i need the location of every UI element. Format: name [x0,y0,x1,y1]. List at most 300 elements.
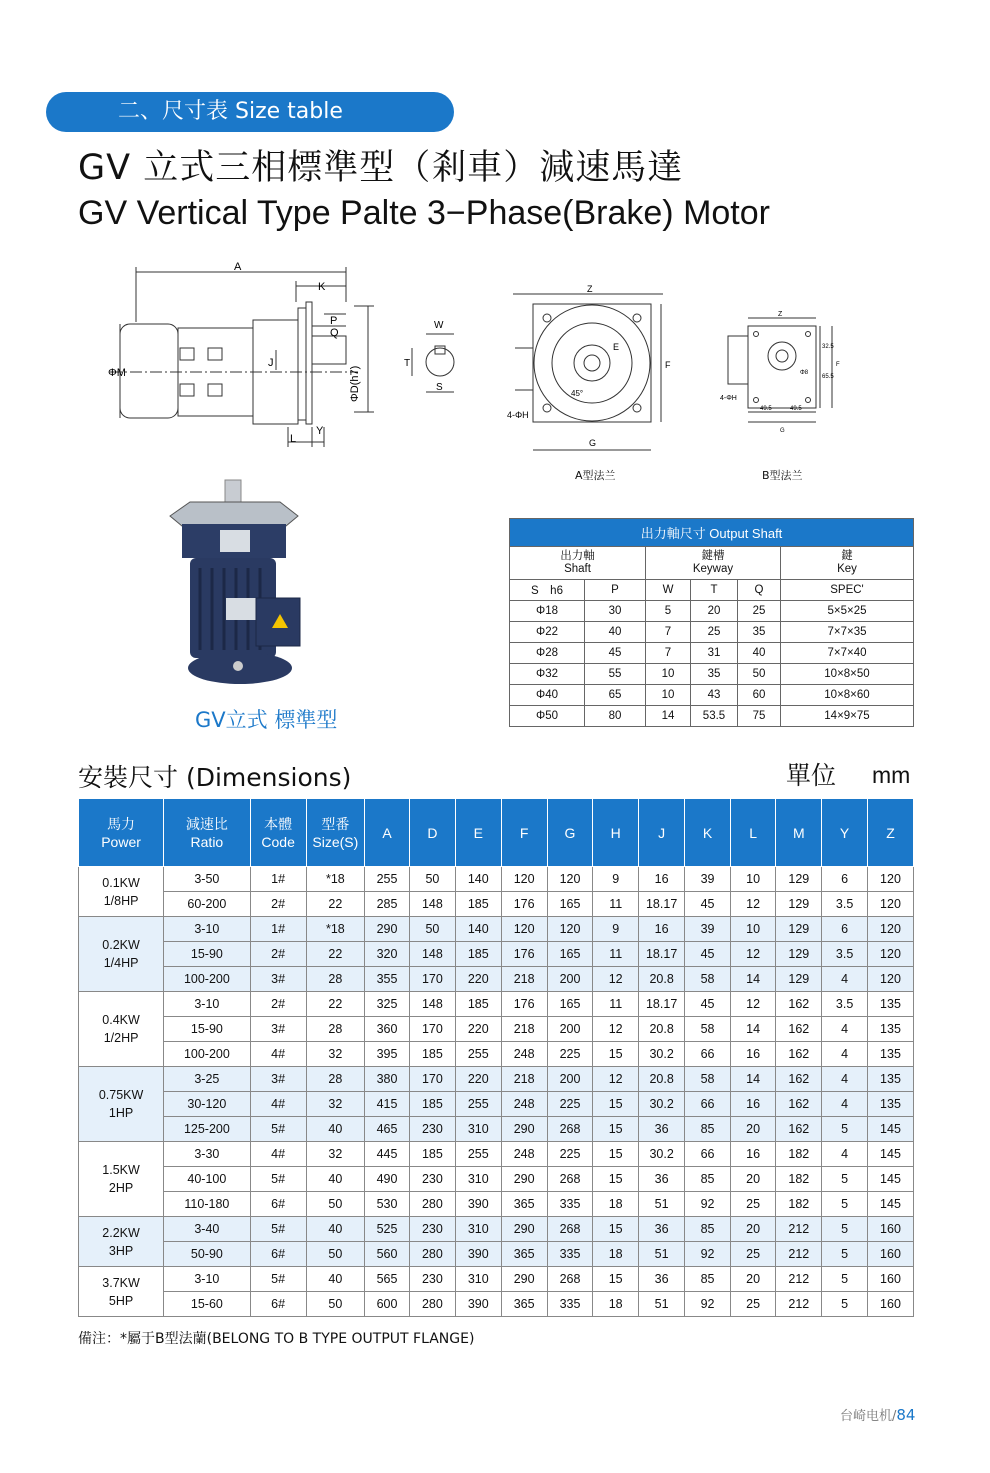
dims-cell: 176 [501,892,547,917]
dims-header: H [593,799,639,867]
dims-cell: 40 [306,1217,364,1242]
dims-cell: 280 [409,1192,455,1217]
shaft-cell: 53.5 [691,706,738,727]
dim-l-label: L [290,433,297,445]
dims-header: G [547,799,593,867]
dims-cell: 125-200 [164,1117,251,1142]
dims-cell: 160 [867,1267,913,1292]
dims-cell: 185 [409,1042,455,1067]
dims-cell: 28 [306,1067,364,1092]
dims-cell: 248 [501,1042,547,1067]
dims-cell: 290 [365,917,410,942]
motor-photo [160,478,310,698]
dims-row [79,917,914,942]
dims-header: J [638,799,684,867]
shaft-group-key: 鍵 Key [781,547,914,580]
shaft-cell: 30 [585,601,646,622]
dims-cell: 220 [455,967,501,992]
dim-d-label: ΦD(h7) [349,365,361,402]
shaft-cell: Φ32 [510,664,585,685]
dims-cell: 290 [501,1217,547,1242]
footer-brand: 台崎电机/ [840,1409,897,1424]
dims-cell: 92 [685,1242,731,1267]
dims-cell: 58 [685,1017,731,1042]
dims-cell: 135 [867,1042,913,1067]
dim-j-label: J [268,357,274,369]
dims-cell: 365 [501,1242,547,1267]
dims-cell: 395 [365,1042,410,1067]
dims-cell: 11 [593,942,639,967]
dims-row [79,1267,914,1292]
dims-cell: 160 [867,1292,913,1317]
shaft-column-headers: S h6 P W T Q SPEC' [510,580,914,601]
dims-cell: 30.2 [638,1142,684,1167]
dims-row [79,1067,914,1092]
dims-cell: 39 [685,917,731,942]
dims-cell: 390 [455,1242,501,1267]
dims-cell: 268 [547,1167,593,1192]
dims-cell: 310 [455,1267,501,1292]
dims-cell: 212 [776,1267,822,1292]
dims-cell: 58 [685,967,731,992]
dims-cell: 4 [822,1042,868,1067]
dims-cell: 530 [365,1192,410,1217]
dims-cell: 145 [867,1192,913,1217]
dims-cell: 50 [409,917,455,942]
dims-cell: 560 [365,1242,410,1267]
dims-cell: 51 [638,1292,684,1317]
dims-cell: 15-60 [164,1292,251,1317]
dims-header: A [365,799,410,867]
dims-cell: 310 [455,1167,501,1192]
dims-cell: 16 [730,1042,776,1067]
dims-cell: 135 [867,992,913,1017]
dims-cell: 220 [455,1067,501,1092]
shaft-cell: 7×7×35 [781,622,914,643]
dims-cell: 6# [250,1242,306,1267]
dims-cell: 325 [365,992,410,1017]
dims-cell: 390 [455,1192,501,1217]
dims-cell: 120 [867,967,913,992]
dims-cell: 15-90 [164,1017,251,1042]
dims-cell: 165 [547,892,593,917]
dims-cell: 12 [730,892,776,917]
dims-cell: 20 [730,1267,776,1292]
dims-cell: 225 [547,1092,593,1117]
dims-cell: 255 [365,867,410,892]
dims-header: F [501,799,547,867]
dims-cell: 36 [638,1217,684,1242]
flange-a-e-label: E [613,342,620,352]
dims-cell: 212 [776,1242,822,1267]
dims-cell: 85 [685,1267,731,1292]
shaft-cell: Φ22 [510,622,585,643]
dims-cell: 15 [593,1267,639,1292]
shaft-group-keyway: 鍵槽 Keyway [646,547,781,580]
dims-cell: *18 [306,867,364,892]
dims-cell: 18 [593,1242,639,1267]
dims-cell: 129 [776,942,822,967]
dims-row [79,892,914,917]
dims-row [79,867,914,892]
dims-cell: 16 [638,867,684,892]
dims-cell: 129 [776,892,822,917]
dims-row [79,1092,914,1117]
dims-cell: 248 [501,1142,547,1167]
dims-cell: 18 [593,1192,639,1217]
dims-cell: 255 [455,1042,501,1067]
dims-cell: 14 [730,1067,776,1092]
dims-cell: 218 [501,1017,547,1042]
dims-cell: 218 [501,1067,547,1092]
dims-cell: 160 [867,1242,913,1267]
shaft-cell: 7 [646,643,691,664]
dims-cell: 415 [365,1092,410,1117]
shaft-cell: 80 [585,706,646,727]
power-cell: 0.4KW 1/2HP [79,992,164,1067]
dims-cell: 360 [365,1017,410,1042]
dims-cell: 50 [306,1292,364,1317]
dims-cell: 290 [501,1167,547,1192]
dims-cell: 25 [730,1242,776,1267]
shaft-row [510,685,914,706]
dims-cell: 285 [365,892,410,917]
shaft-cell: 10×8×60 [781,685,914,706]
dims-cell: 40 [306,1267,364,1292]
shaft-cell: 45 [585,643,646,664]
dims-cell: 225 [547,1042,593,1067]
dims-cell: 4 [822,1142,868,1167]
dims-cell: 365 [501,1192,547,1217]
dims-cell: 30.2 [638,1092,684,1117]
dims-cell: 5 [822,1292,868,1317]
dims-header: 減速比 Ratio [164,799,251,867]
dims-cell: 40 [306,1117,364,1142]
dims-cell: 268 [547,1217,593,1242]
dims-cell: 36 [638,1267,684,1292]
dims-cell: 28 [306,967,364,992]
dims-cell: 110-180 [164,1192,251,1217]
page-number: 84 [896,1406,916,1424]
dims-cell: 66 [685,1092,731,1117]
shaft-cell: 50 [738,664,781,685]
shaft-cell: 5×5×25 [781,601,914,622]
dims-cell: 145 [867,1117,913,1142]
dims-cell: 182 [776,1142,822,1167]
dims-cell: 182 [776,1167,822,1192]
dims-cell: 140 [455,867,501,892]
dims-cell: 32 [306,1142,364,1167]
dims-cell: 182 [776,1192,822,1217]
dims-cell: 162 [776,1092,822,1117]
dims-cell: 162 [776,1042,822,1067]
dims-cell: 280 [409,1292,455,1317]
dims-cell: 4 [822,967,868,992]
power-cell: 3.7KW 5HP [79,1267,164,1317]
dims-cell: 4# [250,1092,306,1117]
dims-cell: 40 [306,1167,364,1192]
dims-cell: 212 [776,1217,822,1242]
unit-label: 單位 [786,761,837,790]
dims-cell: 3-25 [164,1067,251,1092]
dimensions-title: 安裝尺寸 (Dimensions) [78,763,352,792]
dims-cell: 18.17 [638,942,684,967]
flange-b-z-label: Z [778,311,783,318]
dims-cell: 162 [776,1117,822,1142]
dims-cell: 220 [455,1017,501,1042]
dims-cell: 50-90 [164,1242,251,1267]
dims-cell: 200 [547,1067,593,1092]
dims-cell: 290 [501,1267,547,1292]
dims-cell: 66 [685,1042,731,1067]
shaft-cell: Φ18 [510,601,585,622]
dims-cell: 30.2 [638,1042,684,1067]
dims-cell: 4 [822,1092,868,1117]
flange-b-dim2: 49.5 [790,406,802,412]
dims-cell: 148 [409,992,455,1017]
dims-row [79,992,914,1017]
shaft-cell: 75 [738,706,781,727]
flange-b-h-label: 4-ΦH [720,395,737,402]
shaft-cell: 40 [585,622,646,643]
dims-header: 馬力 Power [79,799,164,867]
dims-cell: 92 [685,1192,731,1217]
dimensions-table [78,798,914,1317]
dims-cell: 3.5 [822,892,868,917]
dims-cell: 10 [730,867,776,892]
dims-row [79,1292,914,1317]
dims-cell: 335 [547,1242,593,1267]
dims-cell: 335 [547,1192,593,1217]
dims-cell: 16 [730,1092,776,1117]
flange-b-d-label: Φ8 [800,370,809,376]
dims-cell: 15 [593,1042,639,1067]
dims-cell: 5# [250,1217,306,1242]
dims-cell: 5 [822,1117,868,1142]
dims-cell: 5 [822,1192,868,1217]
dims-cell: 6# [250,1192,306,1217]
dims-cell: 445 [365,1142,410,1167]
dims-row [79,1017,914,1042]
dim-t-label: T [404,358,411,369]
dims-cell: 148 [409,942,455,967]
dims-cell: 185 [409,1092,455,1117]
shaft-cell: 43 [691,685,738,706]
dims-cell: 120 [867,867,913,892]
dim-s-label: S [436,382,443,393]
dims-cell: 18.17 [638,992,684,1017]
shaft-cell: 10 [646,685,691,706]
dims-cell: 120 [547,917,593,942]
shaft-cell: 40 [738,643,781,664]
shaft-cell: Φ40 [510,685,585,706]
footnote: 備注：*屬于B型法蘭(BELONG TO B TYPE OUTPUT FLANGE) [78,1331,475,1347]
dims-cell: 18.17 [638,892,684,917]
flange-b-caption: B型法兰 [762,469,803,482]
dims-cell: 3-10 [164,1267,251,1292]
dims-cell: 3# [250,967,306,992]
dims-cell: 20.8 [638,1067,684,1092]
dims-cell: 25 [730,1192,776,1217]
shaft-row [510,601,914,622]
dims-cell: 390 [455,1292,501,1317]
dim-p-label: P [330,315,338,327]
section-label: 二、尺寸表 Size table [46,92,454,132]
dims-row [79,1242,914,1267]
dims-cell: 320 [365,942,410,967]
dims-cell: 525 [365,1217,410,1242]
dim-y-label: Y [316,425,324,437]
flange-a-z-label: Z [587,284,593,294]
dims-cell: *18 [306,917,364,942]
dims-cell: 120 [501,867,547,892]
dims-cell: 2# [250,992,306,1017]
dims-cell: 4 [822,1067,868,1092]
dims-header: K [685,799,731,867]
dims-cell: 280 [409,1242,455,1267]
motor-side-drawing [108,262,478,462]
dim-q-label: Q [330,327,339,339]
shaft-cell: 14×9×75 [781,706,914,727]
dims-cell: 4# [250,1142,306,1167]
dims-cell: 148 [409,892,455,917]
dims-cell: 268 [547,1117,593,1142]
dims-cell: 9 [593,867,639,892]
dims-cell: 15 [593,1167,639,1192]
dims-cell: 39 [685,867,731,892]
dims-cell: 1# [250,917,306,942]
dims-cell: 15 [593,1092,639,1117]
dims-cell: 5 [822,1242,868,1267]
dims-cell: 85 [685,1167,731,1192]
shaft-row [510,706,914,727]
dims-cell: 170 [409,967,455,992]
page-title-en: GV Vertical Type Palte 3−Phase(Brake) Motor [78,194,770,232]
dim-a-label: A [234,262,242,273]
dims-header: L [730,799,776,867]
dims-cell: 3-50 [164,867,251,892]
flange-b-dim1: 49.5 [760,406,772,412]
shaft-cell: 35 [691,664,738,685]
dims-cell: 20.8 [638,967,684,992]
dims-cell: 4# [250,1042,306,1067]
dims-cell: 3# [250,1017,306,1042]
dims-cell: 18 [593,1292,639,1317]
dims-cell: 11 [593,992,639,1017]
dims-row [79,1167,914,1192]
flange-b-dim4: 65.5 [822,374,834,380]
shaft-cell: 65 [585,685,646,706]
dims-cell: 30-120 [164,1092,251,1117]
dims-cell: 45 [685,942,731,967]
dims-row [79,1042,914,1067]
dims-cell: 28 [306,1017,364,1042]
shaft-cell: 55 [585,664,646,685]
dims-cell: 176 [501,992,547,1017]
dims-cell: 100-200 [164,967,251,992]
dims-cell: 3.5 [822,942,868,967]
dims-cell: 165 [547,942,593,967]
dims-cell: 20 [730,1217,776,1242]
dims-cell: 135 [867,1067,913,1092]
dims-cell: 85 [685,1117,731,1142]
dims-row [79,942,914,967]
dims-cell: 140 [455,917,501,942]
flange-a-h-label: 4-ΦH [507,410,529,420]
dims-cell: 218 [501,967,547,992]
power-cell: 0.2KW 1/4HP [79,917,164,992]
dims-cell: 32 [306,1042,364,1067]
dims-cell: 14 [730,1017,776,1042]
power-cell: 0.1KW 1/8HP [79,867,164,917]
dims-header: Z [867,799,913,867]
dims-row [79,967,914,992]
dims-cell: 2# [250,942,306,967]
dims-cell: 22 [306,892,364,917]
dims-cell: 129 [776,867,822,892]
dims-cell: 40-100 [164,1167,251,1192]
dim-k-label: K [318,281,326,293]
dims-cell: 92 [685,1292,731,1317]
shaft-table-title: 出力軸尺寸 Output Shaft [510,519,914,547]
dims-cell: 5# [250,1117,306,1142]
dims-cell: 3-10 [164,917,251,942]
dims-cell: 15-90 [164,942,251,967]
output-shaft-table [509,518,914,727]
dims-cell: 565 [365,1267,410,1292]
dims-cell: 6 [822,917,868,942]
shaft-cell: 25 [738,601,781,622]
shaft-cell: 10 [646,664,691,685]
shaft-cell: 35 [738,622,781,643]
flange-a-f-label: F [665,360,671,370]
dims-cell: 5 [822,1217,868,1242]
shaft-cell: Φ28 [510,643,585,664]
dims-cell: 16 [730,1142,776,1167]
dims-cell: 58 [685,1067,731,1092]
dims-header: 型番 Size(S) [306,799,364,867]
dims-cell: 129 [776,967,822,992]
shaft-row [510,664,914,685]
dims-cell: 3-30 [164,1142,251,1167]
dims-cell: 16 [638,917,684,942]
footer [840,1405,915,1424]
dims-cell: 12 [593,967,639,992]
dims-row [79,1217,914,1242]
dims-cell: 200 [547,967,593,992]
dims-cell: 10 [730,917,776,942]
dims-cell: 5 [822,1267,868,1292]
dims-cell: 15 [593,1117,639,1142]
flange-b-g-label: G [780,428,785,434]
dims-cell: 165 [547,992,593,1017]
dims-cell: 490 [365,1167,410,1192]
dims-cell: 20 [730,1167,776,1192]
page-title-cn: GV 立式三相標準型（剎車）減速馬達 [78,148,684,188]
shaft-cell: 14 [646,706,691,727]
dims-cell: 162 [776,1067,822,1092]
dims-cell: 212 [776,1292,822,1317]
dims-cell: 380 [365,1067,410,1092]
shaft-cell: Φ50 [510,706,585,727]
shaft-cell: 10×8×50 [781,664,914,685]
dims-cell: 51 [638,1192,684,1217]
dims-cell: 85 [685,1217,731,1242]
shaft-cell: 25 [691,622,738,643]
dims-cell: 120 [867,917,913,942]
power-cell: 0.75KW 1HP [79,1067,164,1142]
power-cell: 1.5KW 2HP [79,1142,164,1217]
